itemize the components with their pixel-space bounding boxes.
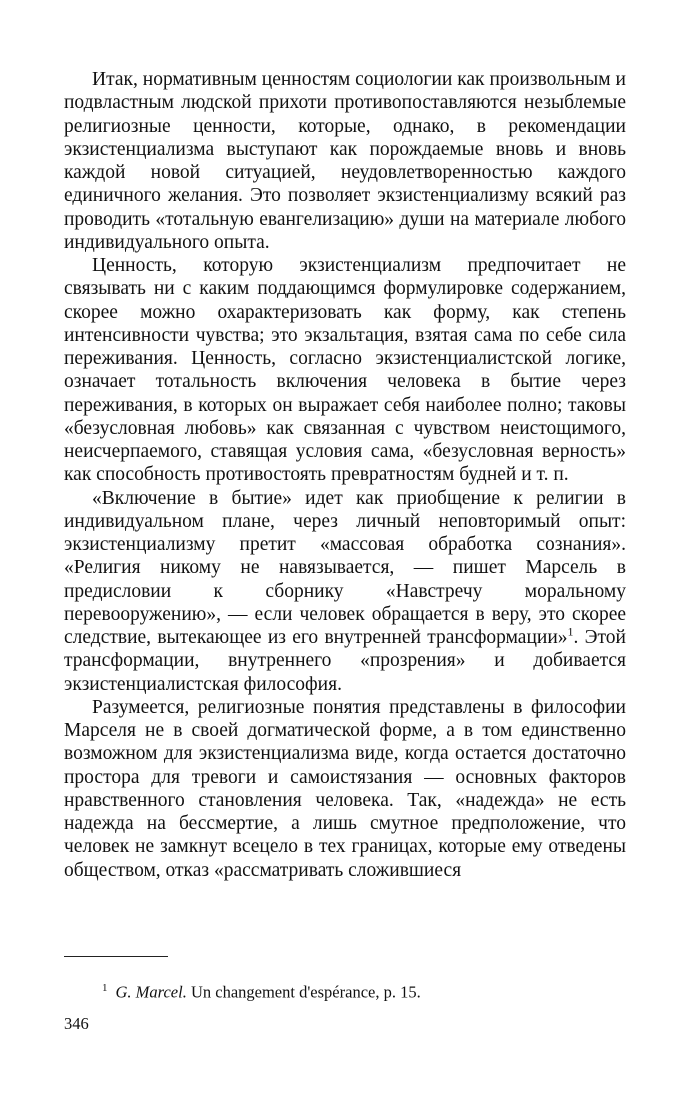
paragraph-3-text: «Включение в бытие» идет как приобщение к религии в индивидуальном плане, через личный неповторимый опыт: экзистенциализму претит «массовая обработка сознания». «Религия никому не навязывается, — пишет Марсель в предисловии к сборнику «Навстречу моральному перевооружению», — если человек обращается в веру, это скорее следствие, вытекающее из его внутренней трансформации» (64, 487, 626, 648)
paragraph-3-tail: . Этой трансформации, внутреннего «прозрения» и добивается экзистенциалистская философия. (64, 627, 626, 695)
footnote-text: Un changement d'espérance, p. 15. (190, 982, 421, 1002)
footnote-reference: 1 (567, 624, 574, 639)
page-number: 346 (64, 1014, 89, 1033)
footnote-author: G. Marcel. (115, 982, 187, 1002)
body-text (64, 68, 626, 882)
paragraph-1: Итак, нормативным ценностям социологии как произвольным и подвластным людской прихоти противопоставляются незыблемые религиозные ценности, которые, однако, в рекомендации экзистенциализма выступают как порождаемые вновь и вновь каждой новой ситуацией, неудовлетворенностью каждого единичного желания. Это позволяет экзистенциализму всякий раз проводить «тотальную евангелизацию» души на материале любого индивидуального опыта. (64, 69, 626, 253)
paragraph-4: Разумеется, религиозные понятия представлены в философии Марселя не в своей догматической форме, а в том единственно возможном для экзистенциализма виде, когда остается достаточно простора для тревоги и самоистязания — основных факторов нравственного становления человека. Так, «надежда» не есть надежда на бессмертие, а лишь смутное предположение, что человек не замкнут всецело в тех границах, которые ему отведены обществом, отказ «рассматривать сложившиеся (64, 696, 626, 881)
footnote-number: 1 (102, 982, 108, 994)
paragraph-2: Ценность, которую экзистенциализм предпочитает не связывать ни с каким поддающимся формулировке содержанием, скорее можно охарактеризовать как форму, как степень интенсивности чувства; это экзальтация, взятая сама по себе сила переживания. Ценность, согласно экзистенциалистской логике, означает тотальность включения человека в бытие через переживания, в которых он выражает себя наиболее полно; таковы «безусловная любовь» как связанная с чувством неистощимого, неисчерпаемого, ставящая условия сама, «безусловная верность» как способность противостоять превратностям будней и т. п. (64, 255, 626, 486)
paragraph-3 (64, 487, 626, 696)
footnote (102, 978, 421, 1003)
footnote-divider (64, 956, 168, 957)
